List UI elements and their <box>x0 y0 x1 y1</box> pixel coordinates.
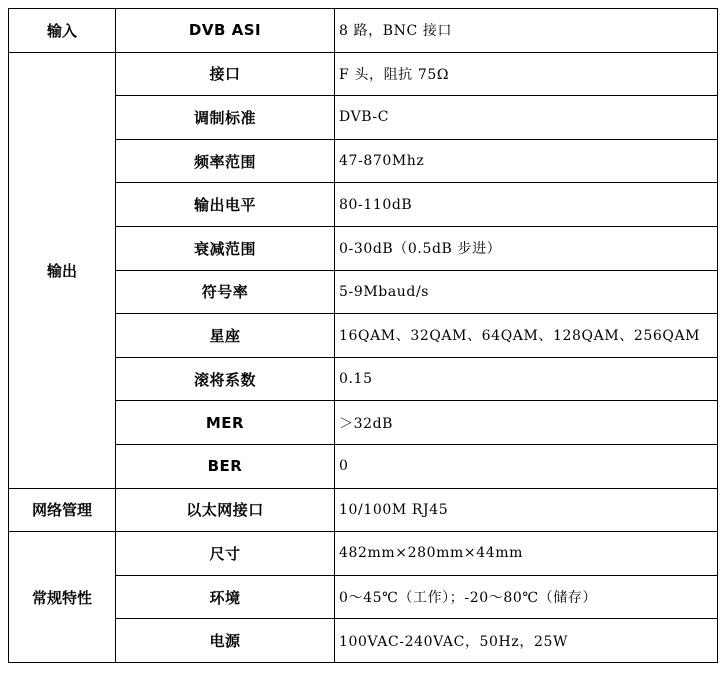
param-value: 10/100M RJ45 <box>335 488 718 532</box>
param-value: 100VAC-240VAC，50Hz，25W <box>335 619 718 663</box>
table-row <box>9 357 718 401</box>
param-value: F 头，阻抗 75Ω <box>335 52 718 96</box>
param-label: 以太网接口 <box>116 488 335 532</box>
table-row <box>9 619 718 663</box>
param-label: MER <box>116 401 335 445</box>
table-row <box>9 52 718 96</box>
param-value: 47-870Mhz <box>335 139 718 183</box>
table-row <box>9 96 718 140</box>
table-row <box>9 488 718 532</box>
param-label: 衰减范围 <box>116 226 335 270</box>
param-value: 16QAM、32QAM、64QAM、128QAM、256QAM <box>335 314 718 358</box>
category-network-management: 网络管理 <box>9 488 116 532</box>
param-label: BER <box>116 444 335 488</box>
table-row <box>9 226 718 270</box>
param-label: 输出电平 <box>116 183 335 227</box>
category-general-features: 常规特性 <box>9 532 116 663</box>
param-value: DVB-C <box>335 96 718 140</box>
table-row <box>9 314 718 358</box>
param-value: 5-9Mbaud/s <box>335 270 718 314</box>
param-label: 电源 <box>116 619 335 663</box>
param-value: 0-30dB（0.5dB 步进） <box>335 226 718 270</box>
category-output: 输出 <box>9 52 116 488</box>
param-label: 环境 <box>116 575 335 619</box>
param-label: 滚将系数 <box>116 357 335 401</box>
spec-table <box>8 8 718 663</box>
param-value: ＞32dB <box>335 401 718 445</box>
param-value: 0～45℃（工作）；-20～80℃（储存） <box>335 575 718 619</box>
param-label: 符号率 <box>116 270 335 314</box>
param-value: 80-110dB <box>335 183 718 227</box>
param-label: 接口 <box>116 52 335 96</box>
param-label: 调制标准 <box>116 96 335 140</box>
table-row <box>9 444 718 488</box>
table-row <box>9 9 718 53</box>
table-row <box>9 532 718 576</box>
param-value: 482mm×280mm×44mm <box>335 532 718 576</box>
param-label: 频率范围 <box>116 139 335 183</box>
table-row <box>9 575 718 619</box>
param-label: 星座 <box>116 314 335 358</box>
param-value: 8 路，BNC 接口 <box>335 9 718 53</box>
param-label: 尺寸 <box>116 532 335 576</box>
table-row <box>9 183 718 227</box>
table-row <box>9 270 718 314</box>
param-value: 0.15 <box>335 357 718 401</box>
table-row <box>9 401 718 445</box>
category-input: 输入 <box>9 9 116 53</box>
param-value: 0 <box>335 444 718 488</box>
param-label: DVB ASI <box>116 9 335 53</box>
table-row <box>9 139 718 183</box>
